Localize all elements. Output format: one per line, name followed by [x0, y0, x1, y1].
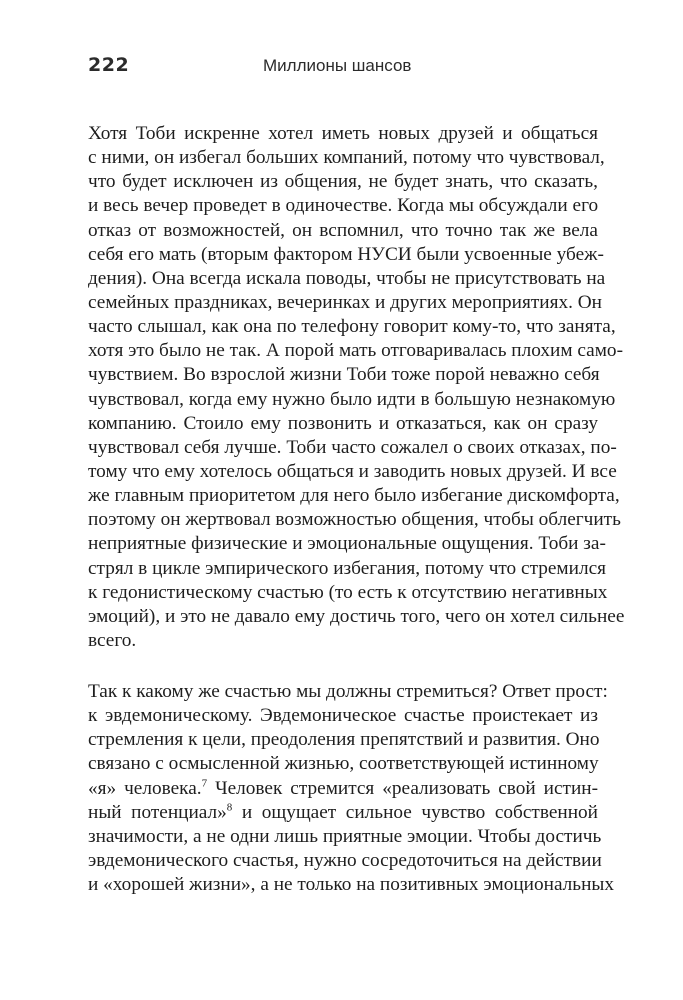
text-line: с ними, он избегал больших компаний, потому что чувствовал,	[88, 147, 605, 169]
paragraph-2	[88, 680, 614, 897]
text-line: себя его мать (вторым фактором НУСИ были усвоенные убеж-	[88, 243, 604, 265]
text-line: чувствовал, когда ему нужно было идти в большую незнакомую	[88, 388, 616, 410]
text-line: хотя это было не так. А порой мать отговаривалась плохим само-	[88, 340, 623, 362]
text-line: Так к какому же счастью мы должны стремиться? Ответ прост:	[88, 681, 608, 702]
text-line: дения). Она всегда искала поводы, чтобы не присутствовать на	[88, 267, 606, 289]
footnote-ref: 7	[201, 777, 208, 790]
text-line: поэтому он жертвовал возможностью общения, чтобы облегчить	[88, 509, 621, 531]
text-segment: Человек стремится «реализовать свой истин-	[207, 777, 598, 799]
text-line: компанию. Стоило ему позвонить и отказаться, как он сразу	[88, 412, 598, 434]
paragraph-1	[88, 122, 625, 653]
text-line: к гедонистическому счастью (то есть к отсутствию негативных	[88, 581, 608, 603]
text-line: Хотя Тоби искренне хотел иметь новых друзей и общаться	[88, 123, 598, 144]
text-line: стрял в цикле эмпирического избегания, потому что стремился	[88, 557, 607, 579]
text-line-with-footnote	[88, 801, 598, 825]
text-line: значимости, а не одни лишь приятные эмоции. Чтобы достичь	[88, 825, 602, 847]
text-line: эвдемонического счастья, нужно сосредоточиться на действии	[88, 849, 602, 871]
text-line: семейных праздниках, вечеринках и других мероприятиях. Он	[88, 291, 602, 313]
text-line: неприятные физические и эмоциональные ощущения. Тоби за-	[88, 533, 606, 555]
text-line-with-footnote	[88, 777, 598, 801]
text-line: что будет исключен из общения, не будет знать, что сказать,	[88, 171, 598, 193]
text-line: эмоций), и это не давало ему достичь того, чего он хотел сильнее	[88, 605, 625, 627]
text-line: связано с осмысленной жизнью, соответствующей истинному	[88, 753, 599, 775]
chapter-title: Миллионы шансов	[263, 56, 412, 75]
text-line: часто слышал, как она по телефону говорит кому-то, что занята,	[88, 316, 616, 338]
text-line: тому что ему хотелось общаться и заводить новых друзей. И все	[88, 460, 617, 482]
text-line: всего.	[88, 629, 137, 651]
running-head	[88, 54, 598, 84]
text-line: отказ от возможностей, он вспомнил, что точно так же вела	[88, 219, 598, 241]
text-segment: ный потенциал»	[88, 801, 227, 823]
page-number: 222	[88, 54, 130, 76]
text-line: чувствием. Во взрослой жизни Тоби тоже порой неважно себя	[88, 364, 600, 386]
text-segment: и ощущает сильное чувство собственной	[232, 801, 598, 823]
text-line: и весь вечер проведет в одиночестве. Когда мы обсуждали его	[88, 195, 599, 217]
text-line: к эвдемоническому. Эвдемоническое счастье проистекает из	[88, 705, 598, 727]
text-segment: «я» человека.	[88, 777, 202, 799]
text-line: стремления к цели, преодоления препятствий и развития. Оно	[88, 729, 600, 751]
text-line: и «хорошей жизни», а не только на позитивных эмоциональных	[88, 874, 614, 896]
footnote-ref: 8	[226, 801, 233, 814]
text-line: чувствовал себя лучше. Тоби часто сожалел о своих отказах, по-	[88, 436, 617, 458]
text-line: же главным приоритетом для него было избегание дискомфорта,	[88, 485, 620, 507]
